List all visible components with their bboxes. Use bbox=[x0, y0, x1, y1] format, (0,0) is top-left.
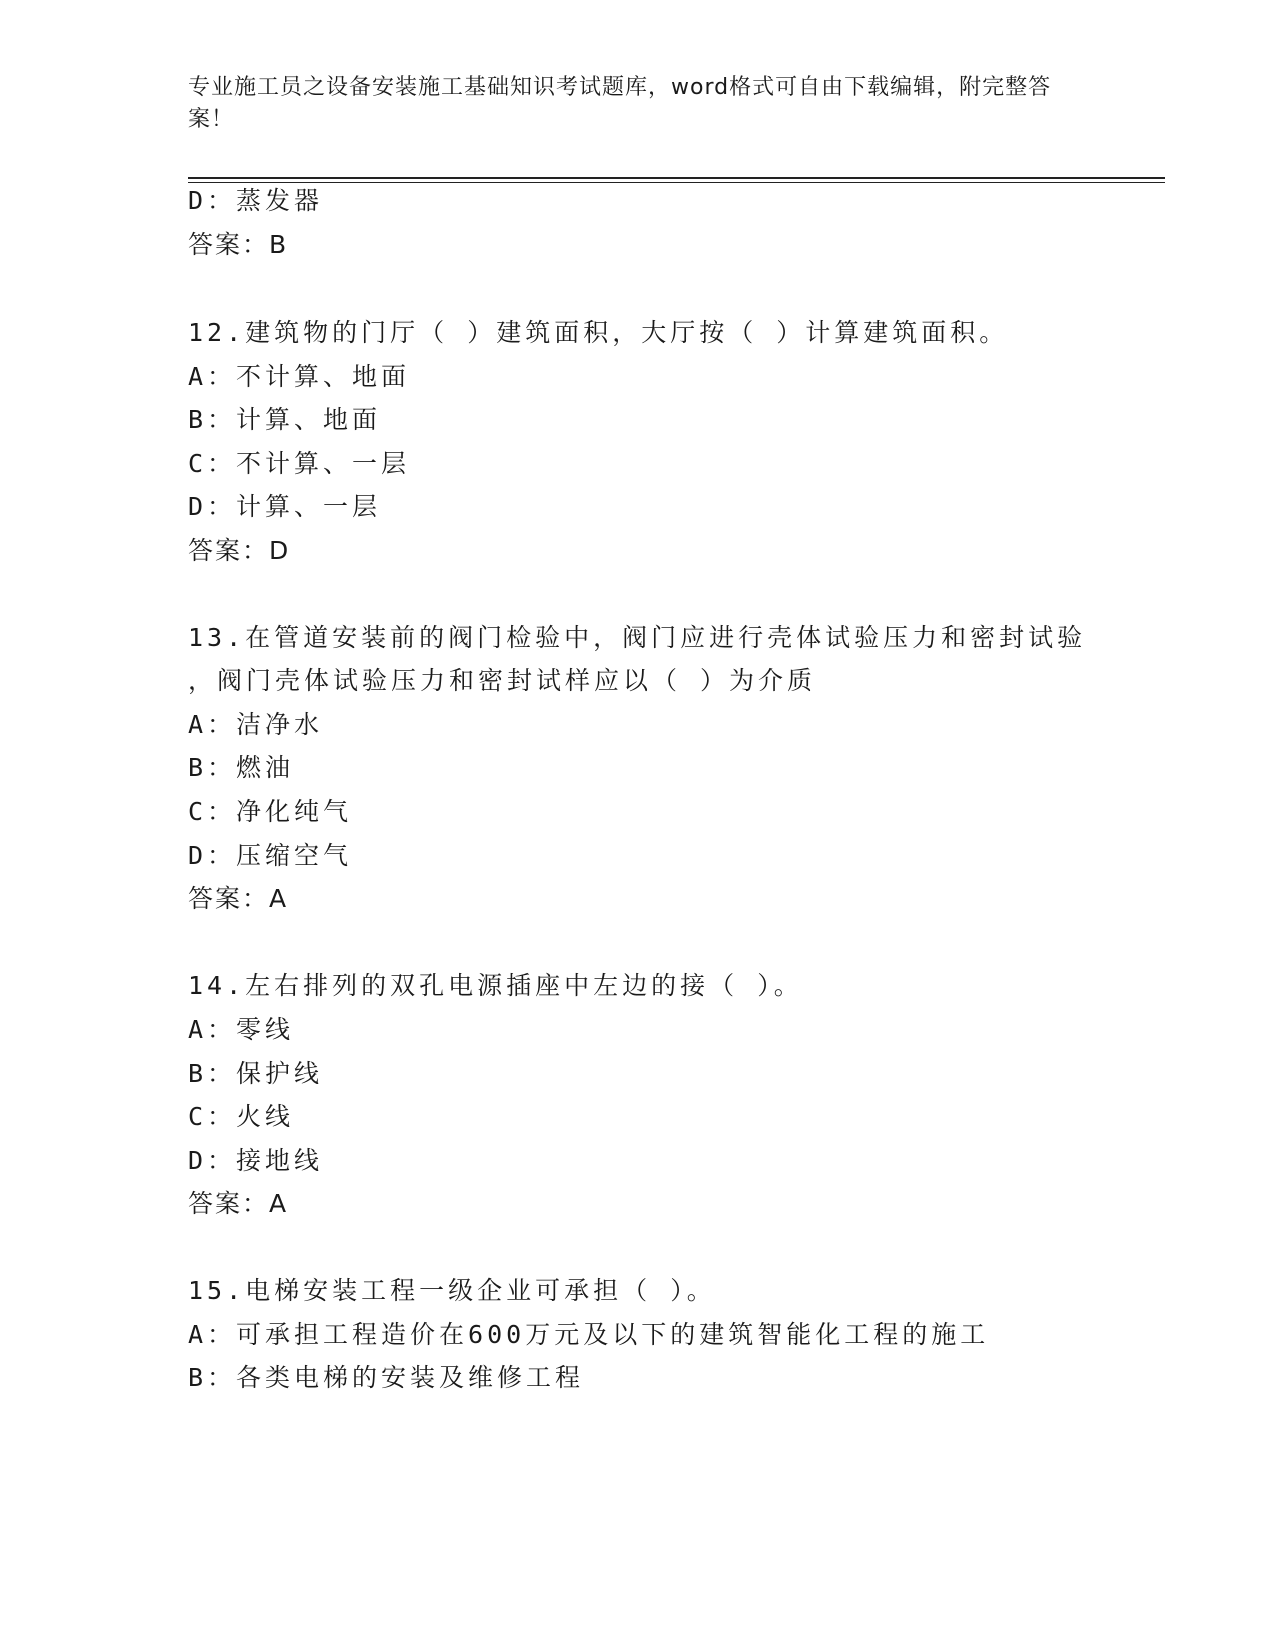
option-line: B：保护线 bbox=[188, 1059, 324, 1088]
header-divider-thick bbox=[188, 177, 1165, 179]
question-line: 13.在管道安装前的阀门检验中，阀门应进行壳体试验压力和密封试验 bbox=[188, 623, 1087, 652]
option-line: A：洁净水 bbox=[188, 710, 324, 739]
option-line: A：零线 bbox=[188, 1015, 295, 1044]
document-header: 专业施工员之设备安装施工基础知识考试题库，word格式可自由下载编辑，附完整答案！ bbox=[188, 75, 1052, 132]
option-line: D：压缩空气 bbox=[188, 841, 353, 870]
option-line: B：各类电梯的安装及维修工程 bbox=[188, 1363, 585, 1392]
answer-line: 答案：A bbox=[188, 884, 289, 913]
answer-line: 答案：B bbox=[188, 230, 289, 259]
option-line: A：可承担工程造价在600万元及以下的建筑智能化工程的施工 bbox=[188, 1320, 990, 1349]
option-line: C：不计算、一层 bbox=[188, 449, 411, 478]
option-line: B：计算、地面 bbox=[188, 405, 382, 434]
question-line: 12.建筑物的门厅（ ）建筑面积，大厅按（ ）计算建筑面积。 bbox=[188, 318, 1009, 347]
option-line: C：火线 bbox=[188, 1102, 295, 1131]
answer-line: 答案：A bbox=[188, 1189, 289, 1218]
question-line: 15.电梯安装工程一级企业可承担（ ）。 bbox=[188, 1276, 716, 1305]
answer-line: 答案：D bbox=[188, 536, 291, 565]
option-line: D：接地线 bbox=[188, 1146, 324, 1175]
option-line: C：净化纯气 bbox=[188, 797, 353, 826]
option-line: D：蒸发器 bbox=[188, 186, 324, 215]
question-line: 14.左右排列的双孔电源插座中左边的接（ ）。 bbox=[188, 971, 803, 1000]
header-divider-thin bbox=[188, 182, 1165, 183]
question-line: ，阀门壳体试验压力和密封试样应以（ ）为介质 bbox=[188, 666, 817, 695]
option-line: D：计算、一层 bbox=[188, 492, 382, 521]
option-line: A：不计算、地面 bbox=[188, 362, 411, 391]
option-line: B：燃油 bbox=[188, 753, 295, 782]
